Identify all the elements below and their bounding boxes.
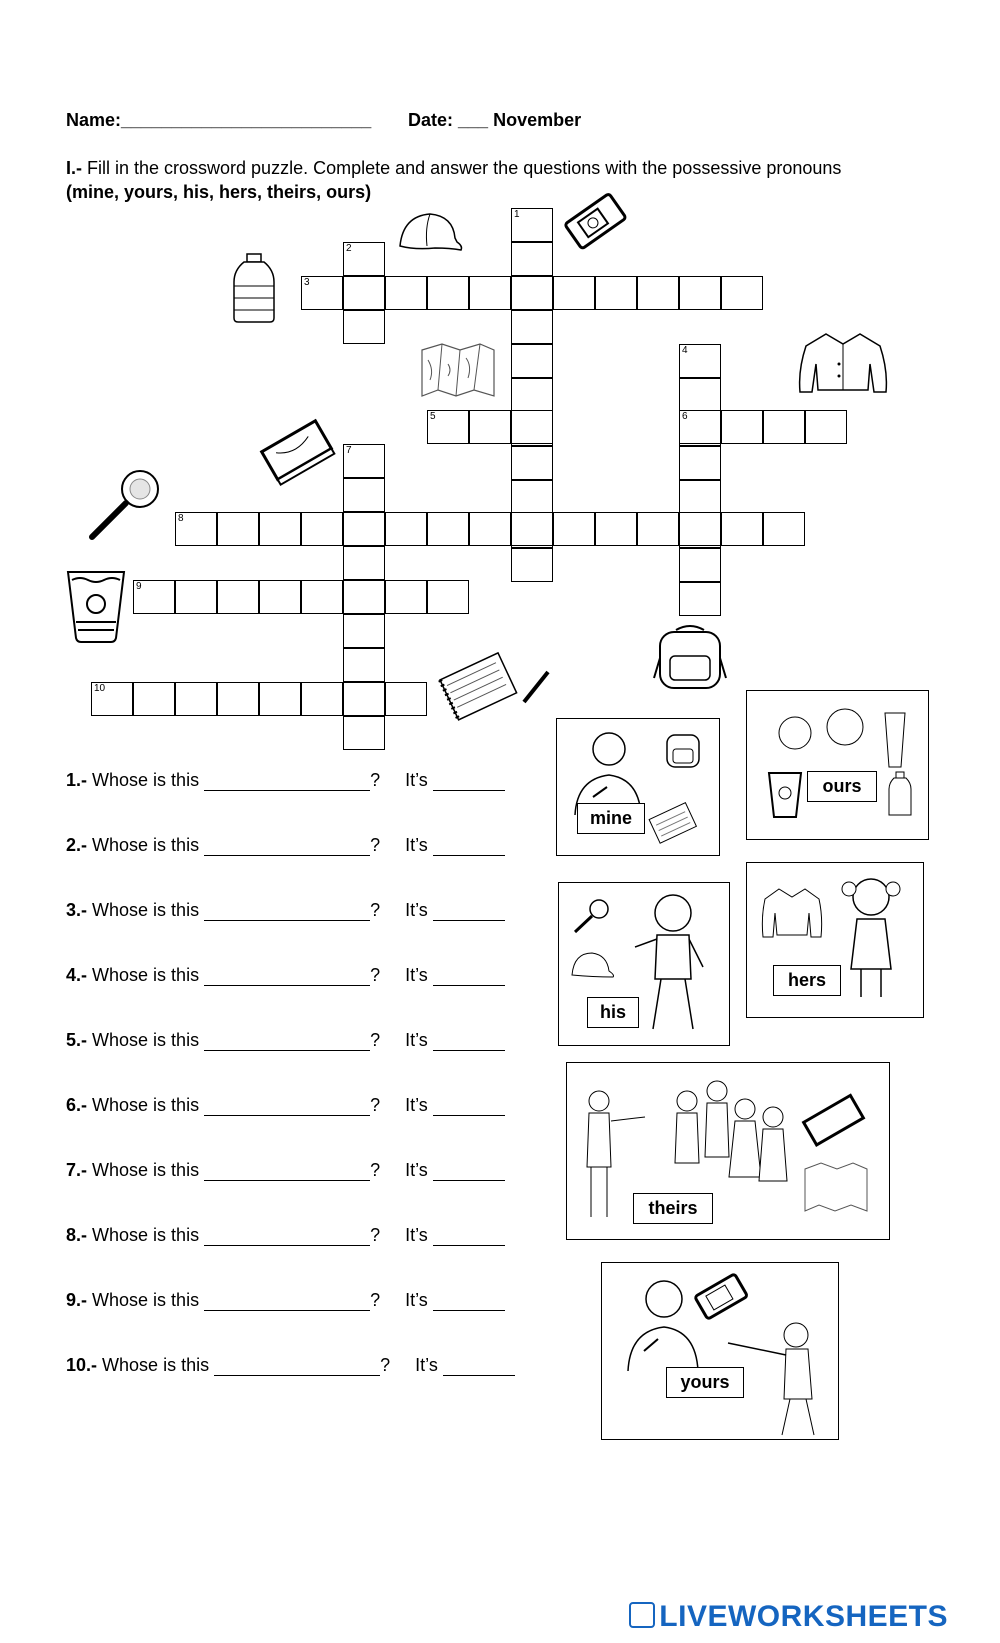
map-icon <box>801 1159 871 1215</box>
crossword-cell[interactable] <box>217 580 259 614</box>
question-5: 5.- Whose is this ? It’s <box>66 1030 505 1051</box>
question-3: 3.- Whose is this ? It’s <box>66 900 505 921</box>
crossword-cell[interactable] <box>427 512 469 546</box>
crossword-cell[interactable] <box>175 580 217 614</box>
crossword-cell[interactable] <box>511 242 553 276</box>
crossword-cell[interactable] <box>343 682 385 716</box>
answer-blank[interactable] <box>443 1357 515 1376</box>
crossword-cell[interactable] <box>637 276 679 310</box>
object-blank[interactable] <box>204 1292 370 1311</box>
object-blank[interactable] <box>204 967 370 986</box>
crossword-cell[interactable] <box>301 276 343 310</box>
instructions-pronouns: (mine, yours, his, hers, theirs, ours) <box>66 182 372 202</box>
crossword-cell[interactable] <box>511 548 553 582</box>
answer-blank[interactable] <box>433 1162 505 1181</box>
crossword-cell[interactable] <box>679 548 721 582</box>
crossword-cell[interactable] <box>469 410 511 444</box>
clue-number: 8 <box>178 513 184 524</box>
question-1: 1.- Whose is this ? It’s <box>66 770 505 791</box>
crossword-cell[interactable] <box>511 208 553 242</box>
crossword-cell[interactable] <box>385 682 427 716</box>
book-icon <box>799 1093 869 1149</box>
crossword-cell[interactable] <box>133 580 175 614</box>
answer-blank[interactable] <box>433 1227 505 1246</box>
crossword-cell[interactable] <box>343 444 385 478</box>
girl-icon <box>835 873 905 1003</box>
crossword-cell[interactable] <box>259 580 301 614</box>
crossword-cell[interactable] <box>721 410 763 444</box>
instructions <box>66 156 936 204</box>
crossword-cell[interactable] <box>301 580 343 614</box>
clue-number: 5 <box>430 411 436 422</box>
crossword-cell[interactable] <box>679 512 721 546</box>
crossword-cell[interactable] <box>721 512 763 546</box>
book-icon <box>258 420 336 482</box>
crossword-cell[interactable] <box>679 480 721 514</box>
crossword-cell[interactable] <box>427 410 469 444</box>
label-yours: yours <box>666 1367 744 1398</box>
name-field[interactable] <box>66 110 371 131</box>
boy-icon <box>627 889 717 1039</box>
object-blank[interactable] <box>204 1227 370 1246</box>
crossword-cell[interactable] <box>301 682 343 716</box>
crossword-cell[interactable] <box>343 580 385 614</box>
map-icon <box>418 340 498 400</box>
crossword-cell[interactable] <box>469 276 511 310</box>
jacket-icon <box>796 330 891 398</box>
crossword-cell[interactable] <box>679 344 721 378</box>
object-blank[interactable] <box>204 1162 370 1181</box>
crossword-cell[interactable] <box>175 682 217 716</box>
crossword-cell[interactable] <box>511 512 553 546</box>
clue-number: 10 <box>94 683 106 694</box>
liveworksheets-logo: LIVEWORKSHEETS <box>629 1600 948 1634</box>
picture-mine <box>556 718 720 856</box>
date-label: Date: <box>408 110 454 130</box>
person-pointing-self-icon <box>616 1277 700 1373</box>
crossword-cell[interactable] <box>133 682 175 716</box>
label-hers: hers <box>773 965 841 996</box>
crossword-cell[interactable] <box>511 276 553 310</box>
cap-icon <box>569 949 615 983</box>
cap-icon <box>395 208 465 258</box>
crossword-cell[interactable] <box>343 546 385 580</box>
object-blank[interactable] <box>204 902 370 921</box>
answer-blank[interactable] <box>433 1292 505 1311</box>
bottle-icon <box>228 252 280 324</box>
crossword-cell[interactable] <box>343 614 385 648</box>
name-label: Name: <box>66 110 122 130</box>
clue-number: 3 <box>304 277 310 288</box>
logo-mark-icon <box>629 1602 655 1628</box>
answer-blank[interactable] <box>433 902 505 921</box>
crossword-cell[interactable] <box>343 242 385 276</box>
crossword-cell[interactable] <box>343 716 385 750</box>
picture-theirs <box>566 1062 890 1240</box>
answer-blank[interactable] <box>433 837 505 856</box>
crossword-cell[interactable] <box>553 512 595 546</box>
notebook-icon <box>440 652 552 722</box>
crossword-cell[interactable] <box>805 410 847 444</box>
magnifier-icon <box>84 467 164 543</box>
date-month: November <box>493 110 582 130</box>
crossword-cell[interactable] <box>427 276 469 310</box>
picture-yours <box>601 1262 839 1440</box>
clue-number: 4 <box>682 345 688 356</box>
object-blank[interactable] <box>204 1032 370 1051</box>
object-blank[interactable] <box>204 772 370 791</box>
crossword-cell[interactable] <box>763 512 805 546</box>
object-blank[interactable] <box>214 1357 380 1376</box>
crossword-cell[interactable] <box>679 446 721 480</box>
crossword-cell[interactable] <box>343 276 385 310</box>
name-blank[interactable]: _________________________ <box>121 110 372 130</box>
crossword-cell[interactable] <box>511 480 553 514</box>
crossword-cell[interactable] <box>511 344 553 378</box>
question-7: 7.- Whose is this ? It’s <box>66 1160 505 1181</box>
clue-number: 1 <box>514 209 520 220</box>
crossword-cell[interactable] <box>511 378 553 412</box>
crossword-cell[interactable] <box>469 512 511 546</box>
backpack-icon <box>663 729 703 769</box>
answer-blank[interactable] <box>433 1097 505 1116</box>
question-2: 2.- Whose is this ? It’s <box>66 835 505 856</box>
answer-blank[interactable] <box>433 1032 505 1051</box>
answer-blank[interactable] <box>433 772 505 791</box>
date-field[interactable] <box>408 110 581 131</box>
label-his: his <box>587 997 639 1028</box>
question-10: 10.- Whose is this ? It’s <box>66 1355 515 1376</box>
crossword-cell[interactable] <box>217 682 259 716</box>
crossword-cell[interactable] <box>763 410 805 444</box>
crossword-cell[interactable] <box>427 580 469 614</box>
crossword-cell[interactable] <box>343 512 385 546</box>
crossword-cell[interactable] <box>259 682 301 716</box>
picture-his <box>558 882 730 1046</box>
object-blank[interactable] <box>204 837 370 856</box>
crossword-cell[interactable] <box>175 512 217 546</box>
instructions-number: I.- <box>66 158 82 178</box>
question-9: 9.- Whose is this ? It’s <box>66 1290 505 1311</box>
crossword-cell[interactable] <box>343 648 385 682</box>
label-mine: mine <box>577 803 645 834</box>
notebook-icon <box>649 801 711 841</box>
clue-number: 7 <box>346 445 352 456</box>
jacket-icon <box>759 885 825 941</box>
bears-group-icon <box>765 703 915 769</box>
crossword-cell[interactable] <box>595 512 637 546</box>
crossword-cell[interactable] <box>343 310 385 344</box>
bottle-icon <box>887 771 913 817</box>
crossword-cell[interactable] <box>385 276 427 310</box>
crossword-cell[interactable] <box>217 512 259 546</box>
crossword-cell[interactable] <box>511 446 553 480</box>
crossword-cell[interactable] <box>511 410 553 444</box>
sunscreen-icon <box>767 771 803 821</box>
clue-number: 6 <box>682 411 688 422</box>
object-blank[interactable] <box>204 1097 370 1116</box>
crossword-cell[interactable] <box>511 310 553 344</box>
magnifier-icon <box>571 897 611 935</box>
question-6: 6.- Whose is this ? It’s <box>66 1095 505 1116</box>
crossword-cell[interactable] <box>679 276 721 310</box>
crossword-cell[interactable] <box>553 276 595 310</box>
crossword-cell[interactable] <box>721 276 763 310</box>
crossword-cell[interactable] <box>637 512 679 546</box>
backpack-icon <box>652 622 728 692</box>
clue-number: 9 <box>136 581 142 592</box>
crossword-cell[interactable] <box>679 378 721 412</box>
picture-ours <box>746 690 929 840</box>
sunscreen-icon <box>66 568 126 646</box>
phone-icon <box>692 1271 752 1321</box>
crossword-cell[interactable] <box>679 410 721 444</box>
label-ours: ours <box>807 771 877 802</box>
crossword-cell[interactable] <box>91 682 133 716</box>
answer-blank[interactable] <box>433 967 505 986</box>
picture-hers <box>746 862 924 1018</box>
crossword-cell[interactable] <box>343 478 385 512</box>
phone-icon <box>561 192 631 252</box>
crossword-cell[interactable] <box>259 512 301 546</box>
instructions-text: Fill in the crossword puzzle. Complete and answer the questions with the possessive pronouns <box>82 158 842 178</box>
crossword-cell[interactable] <box>595 276 637 310</box>
question-4: 4.- Whose is this ? It’s <box>66 965 505 986</box>
label-theirs: theirs <box>633 1193 713 1224</box>
crossword-cell[interactable] <box>385 512 427 546</box>
crossword-cell[interactable] <box>301 512 343 546</box>
date-blank[interactable]: ___ <box>458 110 489 130</box>
clue-number: 2 <box>346 243 352 254</box>
crossword-cell[interactable] <box>385 580 427 614</box>
crossword-cell[interactable] <box>679 582 721 616</box>
question-8: 8.- Whose is this ? It’s <box>66 1225 505 1246</box>
